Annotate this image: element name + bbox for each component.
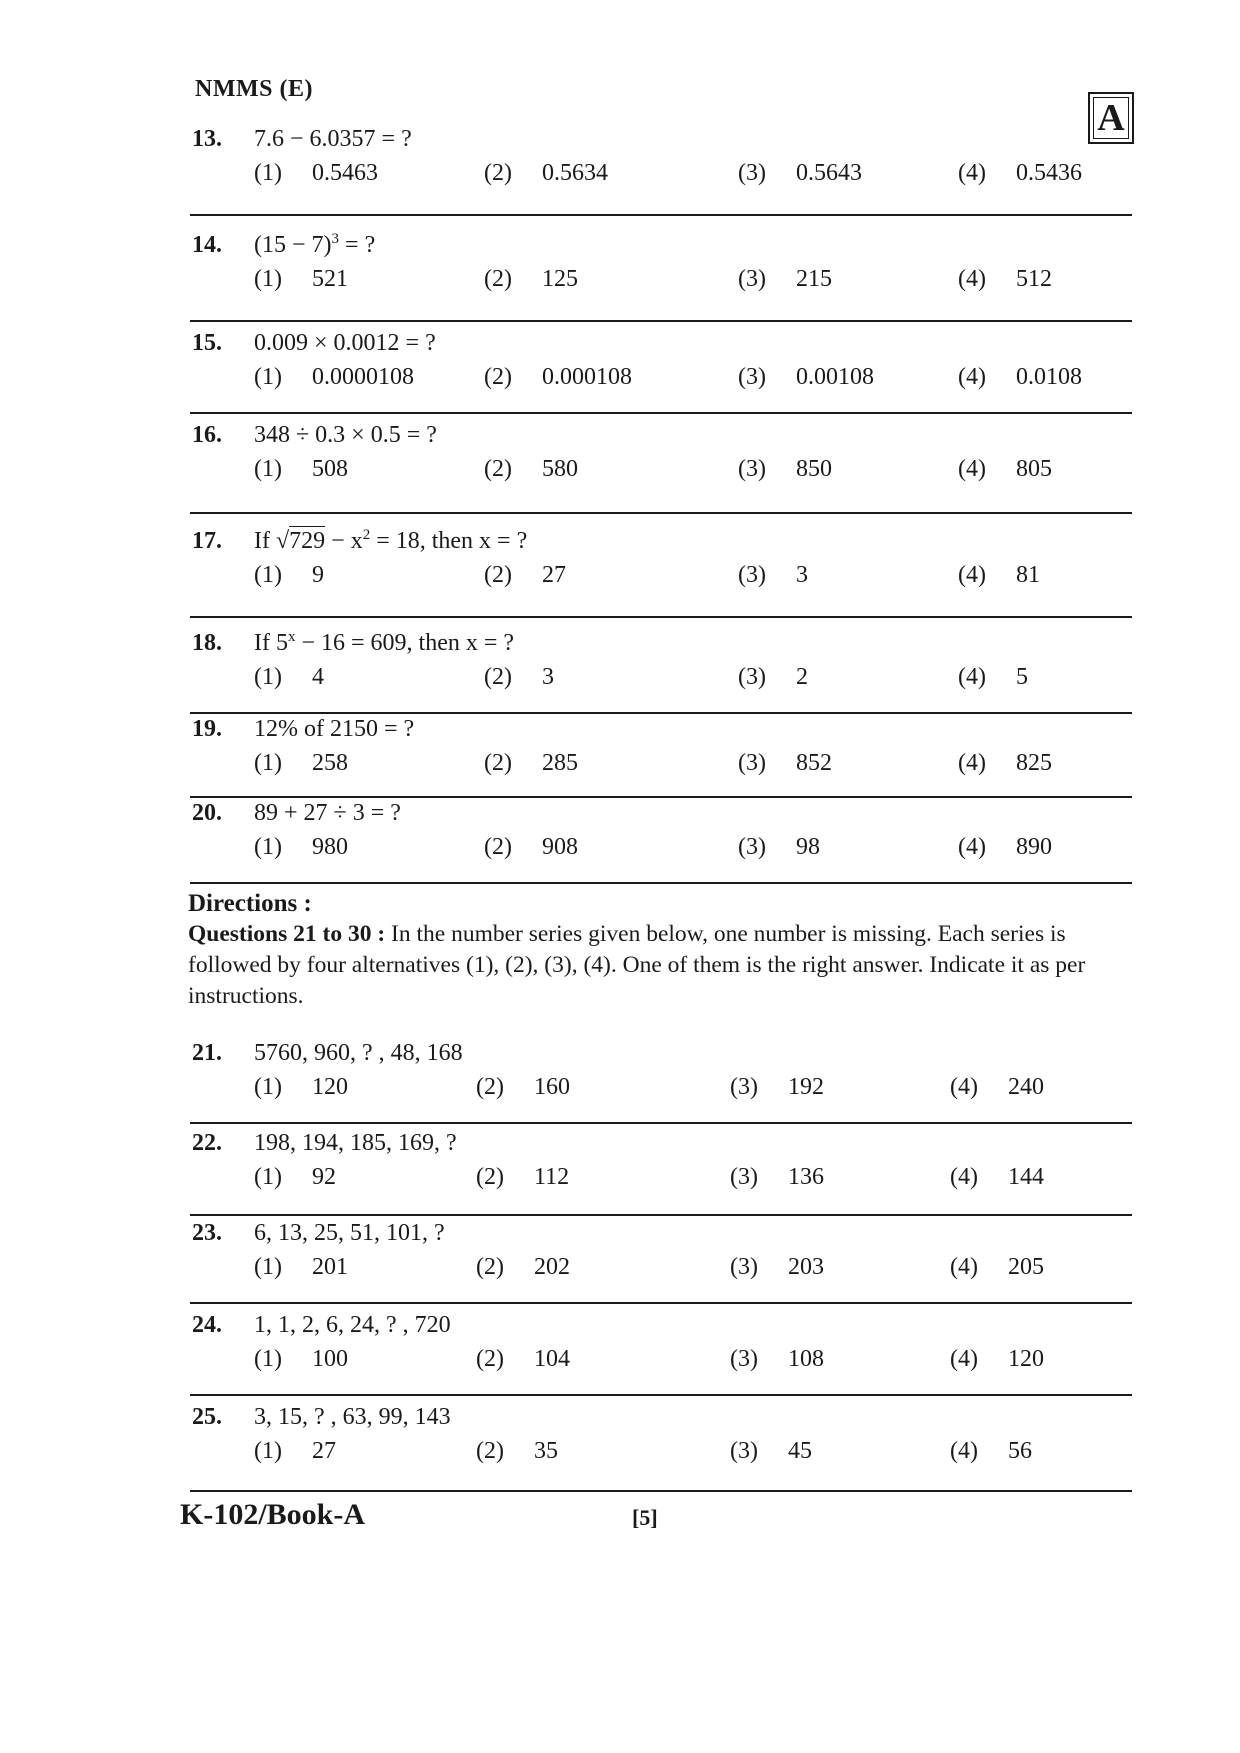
options-row	[192, 562, 1132, 596]
question-text: 198, 194, 185, 169, ?	[254, 1130, 457, 1156]
directions-body: In the number series given below, one number is missing. Each series is followed by four alternatives (1), (2), (3), (4). One of them is the right answer. Indicate it as per instructions.	[188, 921, 1086, 1009]
option-4: (4) 890	[958, 834, 1052, 860]
option-3: (3) 192	[730, 1074, 824, 1100]
divider	[190, 616, 1132, 618]
question-number: 16.	[192, 422, 222, 448]
option-4: (4) 56	[950, 1438, 1032, 1464]
options-row	[192, 266, 1132, 300]
option-3: (3) 850	[738, 456, 832, 482]
option-1: (1) 9	[254, 562, 324, 588]
question-text: 6, 13, 25, 51, 101, ?	[254, 1220, 445, 1246]
option-2: (2) 125	[484, 266, 578, 292]
option-2: (2) 104	[476, 1346, 570, 1372]
exam-code: NMMS (E)	[195, 76, 313, 102]
option-2: (2) 285	[484, 750, 578, 776]
option-1: (1) 508	[254, 456, 348, 482]
option-3: (3) 45	[730, 1438, 812, 1464]
option-4: (4) 0.0108	[958, 364, 1082, 390]
option-2: (2) 112	[476, 1164, 570, 1190]
option-1: (1) 258	[254, 750, 348, 776]
option-3: (3) 2	[738, 664, 808, 690]
option-3: (3) 108	[730, 1346, 824, 1372]
option-4: (4) 240	[950, 1074, 1044, 1100]
question-18	[192, 630, 1132, 698]
option-1: (1) 980	[254, 834, 348, 860]
divider	[190, 882, 1132, 884]
option-1: (1) 201	[254, 1254, 348, 1280]
directions-block	[188, 888, 1132, 1012]
options-row	[192, 1346, 1132, 1380]
option-4: (4) 120	[950, 1346, 1044, 1372]
question-number: 23.	[192, 1220, 222, 1246]
question-text: 7.6 − 6.0357 = ?	[254, 126, 412, 152]
question-16	[192, 422, 1132, 490]
option-3: (3) 852	[738, 750, 832, 776]
question-number: 13.	[192, 126, 222, 152]
question-number: 18.	[192, 630, 222, 656]
option-1: (1) 92	[254, 1164, 336, 1190]
options-row	[192, 1074, 1132, 1108]
question-21	[192, 1040, 1132, 1108]
question-number: 24.	[192, 1312, 222, 1338]
question-23	[192, 1220, 1132, 1288]
question-number: 22.	[192, 1130, 222, 1156]
options-row	[192, 1254, 1132, 1288]
question-text: If $√729 - x^2 = 18$, then x = ?	[254, 527, 528, 554]
options-row	[192, 160, 1132, 194]
question-19	[192, 716, 1132, 784]
question-14	[192, 232, 1132, 300]
divider	[190, 320, 1132, 322]
divider	[190, 1394, 1132, 1396]
option-1: (1) 120	[254, 1074, 348, 1100]
divider	[190, 1490, 1132, 1492]
question-22	[192, 1130, 1132, 1198]
option-4: (4) 81	[958, 562, 1040, 588]
option-2: (2) 27	[484, 562, 566, 588]
question-text: 5760, 960, ? , 48, 168	[254, 1040, 463, 1066]
question-25	[192, 1404, 1132, 1472]
question-text: 1, 1, 2, 6, 24, ? , 720	[254, 1312, 451, 1338]
divider	[190, 1302, 1132, 1304]
option-4: (4) 205	[950, 1254, 1044, 1280]
options-row	[192, 364, 1132, 398]
options-row	[192, 834, 1132, 868]
option-4: (4) 825	[958, 750, 1052, 776]
option-2: (2) 0.5634	[484, 160, 608, 186]
divider	[190, 214, 1132, 216]
question-number: 25.	[192, 1404, 222, 1430]
option-4: (4) 144	[950, 1164, 1044, 1190]
option-3: (3) 0.00108	[738, 364, 874, 390]
options-row	[192, 456, 1132, 490]
option-2: (2) 202	[476, 1254, 570, 1280]
options-row	[192, 750, 1132, 784]
option-4: (4) 0.5436	[958, 160, 1082, 186]
question-text: 89 + 27 ÷ 3 = ?	[254, 800, 401, 826]
option-4: (4) 805	[958, 456, 1052, 482]
option-2: (2) 0.000108	[484, 364, 632, 390]
option-3: (3) 98	[738, 834, 820, 860]
footer-booklet-code: K-102/Book-A	[180, 1498, 366, 1531]
question-17	[192, 528, 1132, 596]
option-1: (1) 521	[254, 266, 348, 292]
question-20	[192, 800, 1132, 868]
divider	[190, 412, 1132, 414]
options-row	[192, 664, 1132, 698]
directions-title: Directions :	[188, 890, 312, 917]
option-2: (2) 580	[484, 456, 578, 482]
option-3: (3) 203	[730, 1254, 824, 1280]
options-row	[192, 1438, 1132, 1472]
option-1: (1) 100	[254, 1346, 348, 1372]
question-number: 21.	[192, 1040, 222, 1066]
book-letter: A	[1097, 97, 1125, 139]
question-text: 0.009 × 0.0012 = ?	[254, 330, 436, 356]
directions-range: Questions 21 to 30 :	[188, 921, 386, 947]
option-3: (3) 0.5643	[738, 160, 862, 186]
option-1: (1) 27	[254, 1438, 336, 1464]
question-text: $(15 - 7)^3$ = ?	[254, 231, 376, 258]
question-13	[192, 126, 1132, 194]
option-1: (1) 0.0000108	[254, 364, 414, 390]
divider	[190, 1122, 1132, 1124]
question-number: 20.	[192, 800, 222, 826]
option-1: (1) 0.5463	[254, 160, 378, 186]
option-1: (1) 4	[254, 664, 324, 690]
divider	[190, 796, 1132, 798]
question-text: 348 ÷ 0.3 × 0.5 = ?	[254, 422, 437, 448]
divider	[190, 1214, 1132, 1216]
option-3: (3) 3	[738, 562, 808, 588]
page-number: [5]	[632, 1505, 658, 1530]
option-2: (2) 908	[484, 834, 578, 860]
question-number: 14.	[192, 232, 222, 258]
question-number: 19.	[192, 716, 222, 742]
question-text: 3, 15, ? , 63, 99, 143	[254, 1404, 451, 1430]
question-number: 15.	[192, 330, 222, 356]
options-row	[192, 1164, 1132, 1198]
question-text: If $5^x - 16 = 609$, then x = ?	[254, 629, 515, 656]
question-24	[192, 1312, 1132, 1380]
option-2: (2) 35	[476, 1438, 558, 1464]
divider	[190, 712, 1132, 714]
question-number: 17.	[192, 528, 222, 554]
option-4: (4) 512	[958, 266, 1052, 292]
question-text: 12% of 2150 = ?	[254, 716, 415, 742]
divider	[190, 512, 1132, 514]
option-3: (3) 136	[730, 1164, 824, 1190]
option-2: (2) 160	[476, 1074, 570, 1100]
option-4: (4) 5	[958, 664, 1028, 690]
directions-text	[188, 919, 1132, 1012]
option-3: (3) 215	[738, 266, 832, 292]
option-2: (2) 3	[484, 664, 554, 690]
question-15	[192, 330, 1132, 398]
